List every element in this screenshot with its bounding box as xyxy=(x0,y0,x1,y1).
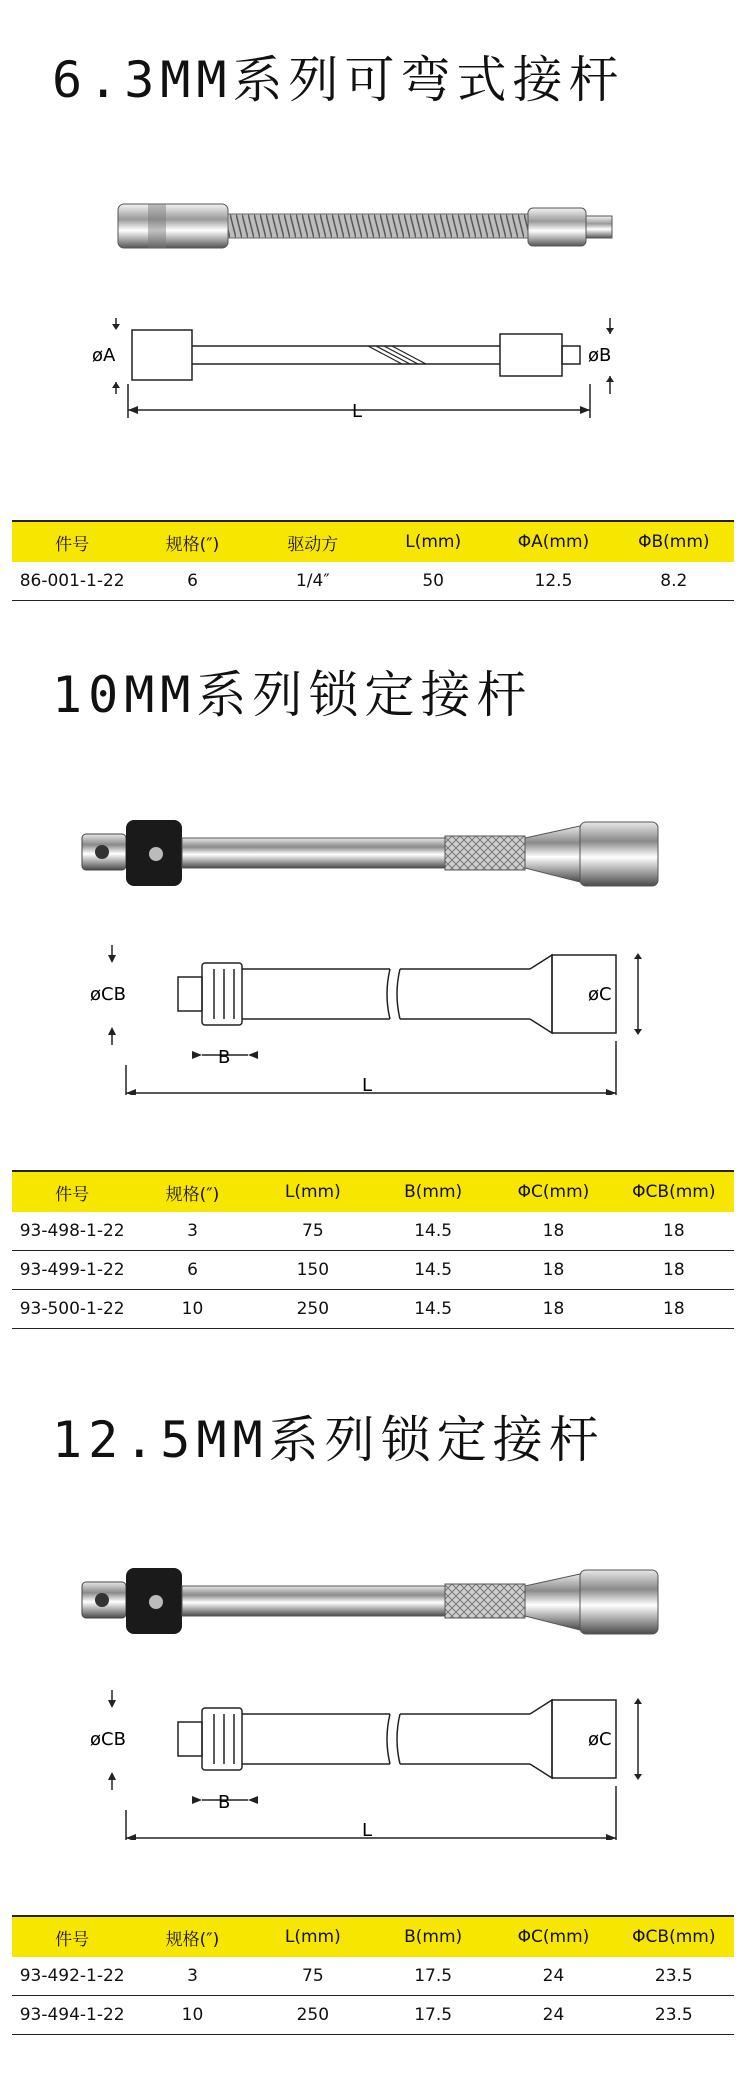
col-header: B(mm) xyxy=(373,1916,493,1957)
col-header: 规格(″) xyxy=(132,521,252,562)
table-cell: 18 xyxy=(493,1212,613,1251)
section-title-12-5mm-locking-extension: 12.5MM系列锁定接杆 xyxy=(52,1411,605,1469)
table-row xyxy=(12,1290,734,1329)
col-header: ΦA(mm) xyxy=(493,521,613,562)
col-header: 规格(″) xyxy=(132,1171,252,1212)
dim-label-cb: øCB xyxy=(90,984,126,1005)
table-cell: 1/4″ xyxy=(253,562,373,601)
table-cell: 18 xyxy=(614,1290,734,1329)
locking-extension-10mm-photo xyxy=(80,800,670,910)
table-cell: 75 xyxy=(253,1957,373,1996)
table-cell: 18 xyxy=(493,1251,613,1290)
col-header: 件号 xyxy=(12,521,132,562)
spec-table-10mm-locking-extension xyxy=(12,1170,734,1329)
table-cell: 75 xyxy=(253,1212,373,1251)
col-header: 件号 xyxy=(12,1171,132,1212)
dim-label-a: øA xyxy=(92,345,116,366)
table-cell: 17.5 xyxy=(373,1996,493,2035)
table-cell: 14.5 xyxy=(373,1251,493,1290)
col-header: 件号 xyxy=(12,1916,132,1957)
col-header: ΦB(mm) xyxy=(614,521,734,562)
table-cell: 17.5 xyxy=(373,1957,493,1996)
table-row xyxy=(12,1251,734,1290)
table-cell: 14.5 xyxy=(373,1290,493,1329)
col-header: ΦCB(mm) xyxy=(614,1171,734,1212)
table-cell: 93-500-1-22 xyxy=(12,1290,132,1329)
table-row xyxy=(12,562,734,601)
col-header: L(mm) xyxy=(253,1916,373,1957)
col-header: 驱动方 xyxy=(253,521,373,562)
col-header: ΦC(mm) xyxy=(493,1916,613,1957)
flex-extension-photo xyxy=(110,190,630,265)
table-cell: 250 xyxy=(253,1996,373,2035)
spec-table-12-5mm-locking-extension xyxy=(12,1915,734,2035)
table-cell: 24 xyxy=(493,1996,613,2035)
flex-extension-dimension-drawing xyxy=(90,318,650,418)
table-cell: 23.5 xyxy=(614,1996,734,2035)
table-cell: 3 xyxy=(132,1957,252,1996)
col-header: L(mm) xyxy=(253,1171,373,1212)
dim-label-b: B xyxy=(218,1792,231,1813)
dim-label-b: B xyxy=(218,1047,231,1068)
dim-label-l: L xyxy=(352,401,363,418)
table-cell: 93-494-1-22 xyxy=(12,1996,132,2035)
table-cell: 10 xyxy=(132,1290,252,1329)
table-cell: 12.5 xyxy=(493,562,613,601)
table-cell: 3 xyxy=(132,1212,252,1251)
col-header: B(mm) xyxy=(373,1171,493,1212)
table-cell: 6 xyxy=(132,1251,252,1290)
table-row xyxy=(12,1996,734,2035)
locking-extension-10mm-dimension-drawing xyxy=(90,945,650,1095)
dim-label-c: øC xyxy=(588,1729,612,1750)
table-cell: 93-498-1-22 xyxy=(12,1212,132,1251)
table-cell: 24 xyxy=(493,1957,613,1996)
col-header: L(mm) xyxy=(373,521,493,562)
dim-label-cb: øCB xyxy=(90,1729,126,1750)
table-cell: 14.5 xyxy=(373,1212,493,1251)
section-title-10mm-locking-extension: 10MM系列锁定接杆 xyxy=(52,666,533,724)
table-cell: 50 xyxy=(373,562,493,601)
dim-label-l: L xyxy=(362,1075,373,1095)
col-header: ΦCB(mm) xyxy=(614,1916,734,1957)
col-header: ΦC(mm) xyxy=(493,1171,613,1212)
table-row xyxy=(12,1212,734,1251)
col-header: 规格(″) xyxy=(132,1916,252,1957)
table-cell: 93-492-1-22 xyxy=(12,1957,132,1996)
table-cell: 18 xyxy=(614,1251,734,1290)
table-cell: 18 xyxy=(614,1212,734,1251)
table-cell: 150 xyxy=(253,1251,373,1290)
table-cell: 86-001-1-22 xyxy=(12,562,132,601)
table-cell: 8.2 xyxy=(614,562,734,601)
table-cell: 6 xyxy=(132,562,252,601)
dim-label-l: L xyxy=(362,1820,373,1840)
table-row xyxy=(12,1957,734,1996)
dim-label-b: øB xyxy=(588,345,612,366)
locking-extension-12-5mm-photo xyxy=(80,1548,670,1658)
table-cell: 18 xyxy=(493,1290,613,1329)
dim-label-c: øC xyxy=(588,984,612,1005)
section-title-flex-extension: 6.3MM系列可弯式接杆 xyxy=(52,51,625,109)
table-cell: 93-499-1-22 xyxy=(12,1251,132,1290)
spec-table-flex-extension xyxy=(12,520,734,601)
table-cell: 250 xyxy=(253,1290,373,1329)
locking-extension-12-5mm-dimension-drawing xyxy=(90,1690,650,1840)
table-cell: 23.5 xyxy=(614,1957,734,1996)
table-cell: 10 xyxy=(132,1996,252,2035)
